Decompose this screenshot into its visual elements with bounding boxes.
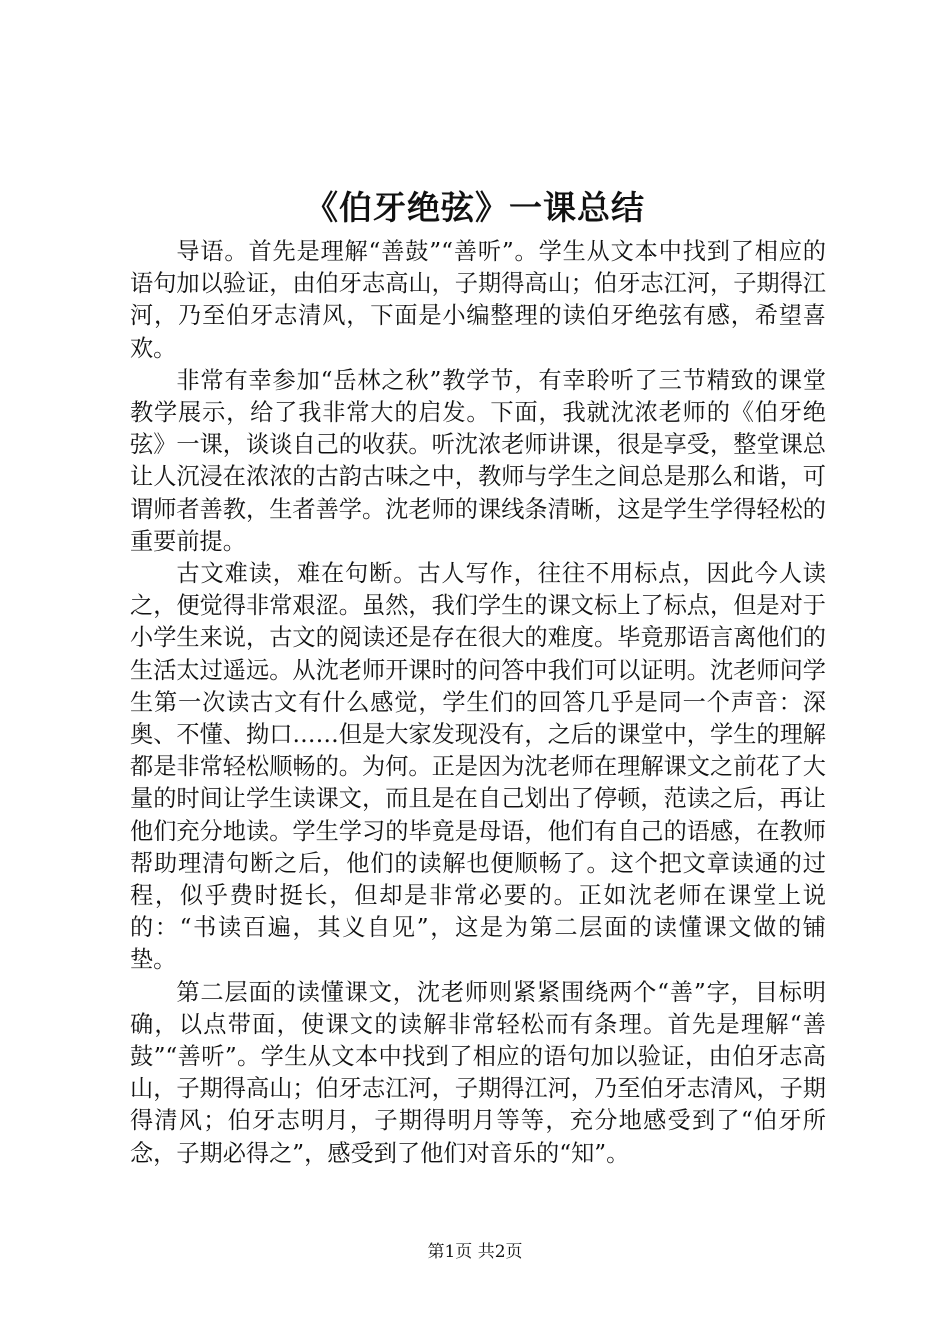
paragraph-2: 非常有幸参加“岳林之秋”教学节，有幸聆听了三节精致的课堂教学展示，给了我非常大的启发。下面，我就沈浓老师的《伯牙绝弦》一课，谈谈自己的收获。听沈浓老师讲课，很是享受，整堂课总让人沉浸在浓浓的古韵古味之中，教师与学生之间总是那么和谐，可谓师者善教，生者善学。沈老师的课线条清晰，这是学生学得轻松的重要前提。 — [130, 366, 826, 555]
page-footer: 第1页 共2页 — [427, 1242, 523, 1262]
paragraph-4: 第二层面的读懂课文，沈老师则紧紧围绕两个“善”字，目标明确，以点带面，使课文的读解非常轻松而有条理。首先是理解“善鼓”“善听”。学生从文本中找到了相应的语句加以验证，由伯牙志高山，子期得高山；伯牙志江河，子期得江河，乃至伯牙志清风，子期得清风；伯牙志明月，子期得明月等等，充分地感受到了“伯牙所念，子期必得之”，感受到了他们对音乐的“知”。 — [130, 978, 826, 1167]
document-body — [130, 236, 826, 1170]
paragraph-intro: 导语。首先是理解“善鼓”“善听”。学生从文本中找到了相应的语句加以验证，由伯牙志高山，子期得高山；伯牙志江河，子期得江河，乃至伯牙志清风，下面是小编整理的读伯牙绝弦有感，希望喜欢。 — [130, 238, 826, 362]
paragraph-3: 古文难读，难在句断。古人写作，往往不用标点，因此今人读之，便觉得非常艰涩。虽然，我们学生的课文标上了标点，但是对于小学生来说，古文的阅读还是存在很大的难度。毕竟那语言离他们的生活太过遥远。从沈老师开课时的问答中我们可以证明。沈老师问学生第一次读古文有什么感觉，学生们的回答几乎是同一个声音：深奥、不懂、拗口……但是大家发现没有，之后的课堂中，学生的理解都是非常轻松顺畅的。为何。正是因为沈老师在理解课文之前花了大量的时间让学生读课文，而且是在自己划出了停顿，范读之后，再让他们充分地读。学生学习的毕竟是母语，他们有自己的语感，在教师帮助理清句断之后，他们的读解也便顺畅了。这个把文章读通的过程，似乎费时挺长，但却是非常必要的。正如沈老师在课堂上说的：“书读百遍，其义自见”，这是为第二层面的读懂课文做的铺垫。 — [130, 560, 826, 974]
document-title: 《伯牙绝弦》一课总结 — [305, 188, 645, 227]
